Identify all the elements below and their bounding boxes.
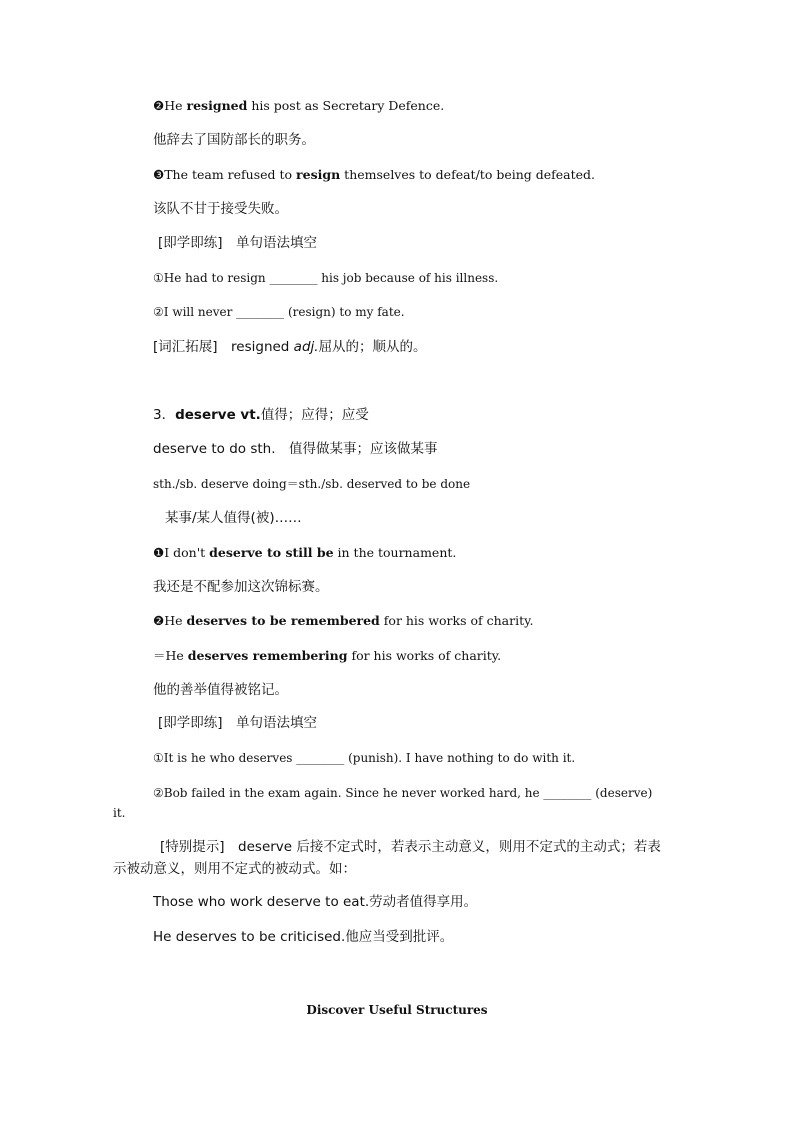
note-example: Those who work deserve to eat.劳动者值得享用。 <box>153 894 478 910</box>
example-sentence: ＝He deserves remembering for his works of charity. <box>153 648 502 663</box>
exercise-item-continued: it. <box>113 806 126 820</box>
vocab-entry: 3．deserve vt.值得；应得；应受 <box>153 407 369 423</box>
headword: deserve vt. <box>175 407 261 423</box>
exercise-item: ②I will never ________ (resign) to my fate. <box>153 305 405 319</box>
number-marker: ❷ <box>153 98 165 113</box>
number-marker: ❶ <box>153 545 165 560</box>
usage-pattern: sth./sb. deserve doing＝sth./sb. deserved to be done <box>153 477 471 491</box>
keyword: resigned <box>186 98 248 113</box>
number-marker: ❷ <box>153 613 165 628</box>
usage-pattern: deserve to do sth. 值得做某事；应该做某事 <box>153 441 438 457</box>
keyword: deserves to be remembered <box>186 613 380 628</box>
example-sentence: ❶I don't deserve to still be in the tournament. <box>153 545 457 560</box>
section-heading: Discover Useful Structures <box>306 1003 488 1017</box>
number-marker: ❸ <box>153 167 165 182</box>
exercise-heading: [即学即练] 单句语法填空 <box>158 235 318 251</box>
example-sentence: ❷He resigned his post as Secretary Defence. <box>153 98 445 113</box>
translation: 我还是不配参加这次锦标赛。 <box>153 579 329 595</box>
keyword: resign <box>296 167 341 182</box>
example-sentence: ❸The team refused to resign themselves to defeat/to being defeated. <box>153 167 596 182</box>
example-sentence: ❷He deserves to be remembered for his works of charity. <box>153 613 534 628</box>
exercise-item: ②Bob failed in the exam again. Since he never worked hard, he ________ (deserve) <box>153 786 653 800</box>
translation: 他的善举值得被铭记。 <box>153 682 288 698</box>
exercise-heading: [即学即练] 单句语法填空 <box>158 715 318 731</box>
note-example: He deserves to be criticised.他应当受到批评。 <box>153 929 454 945</box>
usage-meaning: 某事/某人值得(被)…… <box>165 510 302 526</box>
exercise-item: ①It is he who deserves ________ (punish). I have nothing to do with it. <box>153 751 576 765</box>
keyword: deserve to still be <box>209 545 334 560</box>
exercise-item: ①He had to resign ________ his job because of his illness. <box>153 271 499 285</box>
vocab-extension: [词汇拓展] resigned adj.屈从的；顺从的。 <box>153 339 427 355</box>
special-note-continued: 示被动意义，则用不定式的被动式。如： <box>113 861 356 877</box>
translation: 该队不甘于接受失败。 <box>153 201 288 217</box>
keyword: deserves remembering <box>187 648 348 663</box>
special-note: [特别提示] deserve 后接不定式时，若表示主动意义，则用不定式的主动式；若表 <box>160 839 661 855</box>
translation: 他辞去了国防部长的职务。 <box>153 132 315 148</box>
